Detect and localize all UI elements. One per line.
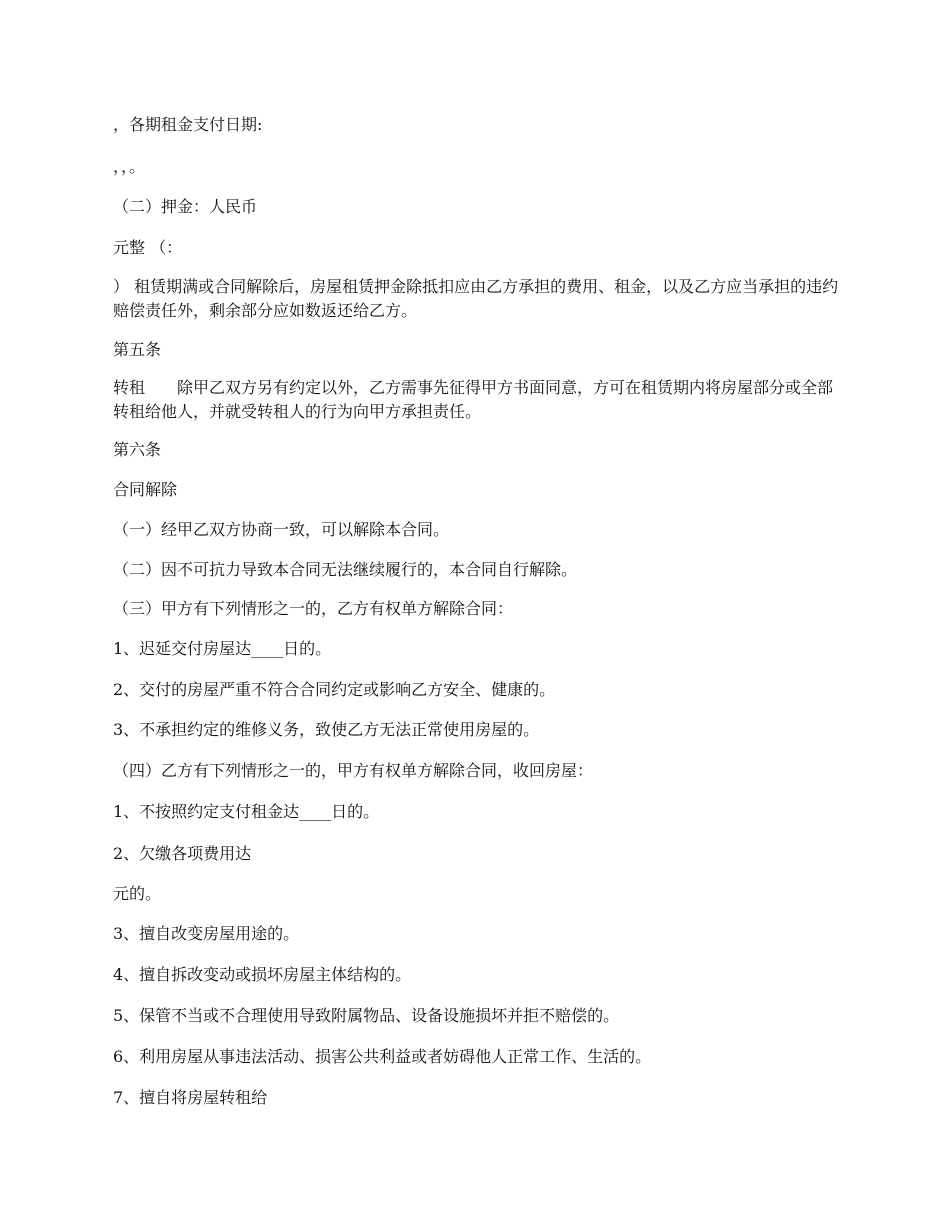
payment-date-line: ，各期租金支付日期: <box>113 115 263 134</box>
termination-item-4-heading: （四）乙方有下列情形之一的，甲方有权单方解除合同，收回房屋： <box>113 761 594 780</box>
tenant-breach-item-2: 2、欠缴各项费用达 <box>113 844 252 863</box>
payment-date-blanks: ，，。 <box>113 157 146 176</box>
article-six-heading: 第六条 <box>113 440 162 459</box>
tenant-breach-item-1: 1、不按照约定支付租金达____日的。 <box>113 802 380 821</box>
tenant-breach-item-7: 7、擅自将房屋转租给 <box>113 1088 268 1107</box>
landlord-breach-item-1: 1、迟延交付房屋达____日的。 <box>113 639 332 658</box>
deposit-amount-line: 元整 （： <box>113 238 183 257</box>
deposit-refund-clause: ） 租赁期满或合同解除后，房屋租赁押金除抵扣应由乙方承担的费用、租金，以及乙方应当承担的违约赔偿责任外，剩余部分应如数返还给乙方。 <box>113 277 839 320</box>
termination-item-3-heading: （三）甲方有下列情形之一的，乙方有权单方解除合同： <box>113 599 514 618</box>
landlord-breach-item-3: 3、不承担约定的维修义务，致使乙方无法正常使用房屋的。 <box>113 720 540 739</box>
sublease-clause: 转租 除甲乙双方另有约定以外，乙方需事先征得甲方书面同意，方可在租赁期内将房屋部分或全部转租给他人，并就受转租人的行为向甲方承担责任。 <box>113 378 834 421</box>
article-five-heading: 第五条 <box>113 340 162 359</box>
tenant-breach-item-6: 6、利用房屋从事违法活动、损害公共利益或者妨碍他人正常工作、生活的。 <box>113 1047 652 1066</box>
tenant-breach-item-3: 3、擅自改变房屋用途的。 <box>113 924 300 943</box>
deposit-heading: （二）押金：人民币 <box>113 197 258 216</box>
tenant-breach-item-2-cont: 元的。 <box>113 884 162 903</box>
termination-item-2: （二）因不可抗力导致本合同无法继续履行的，本合同自行解除。 <box>113 560 578 579</box>
landlord-breach-item-2: 2、交付的房屋严重不符合合同约定或影响乙方安全、健康的。 <box>113 680 556 699</box>
termination-item-1: （一）经甲乙双方协商一致，可以解除本合同。 <box>113 520 450 539</box>
tenant-breach-item-5: 5、保管不当或不合理使用导致附属物品、设备设施损坏并拒不赔偿的。 <box>113 1006 620 1025</box>
termination-title: 合同解除 <box>113 480 178 499</box>
tenant-breach-item-4: 4、擅自拆改变动或损坏房屋主体结构的。 <box>113 965 412 984</box>
